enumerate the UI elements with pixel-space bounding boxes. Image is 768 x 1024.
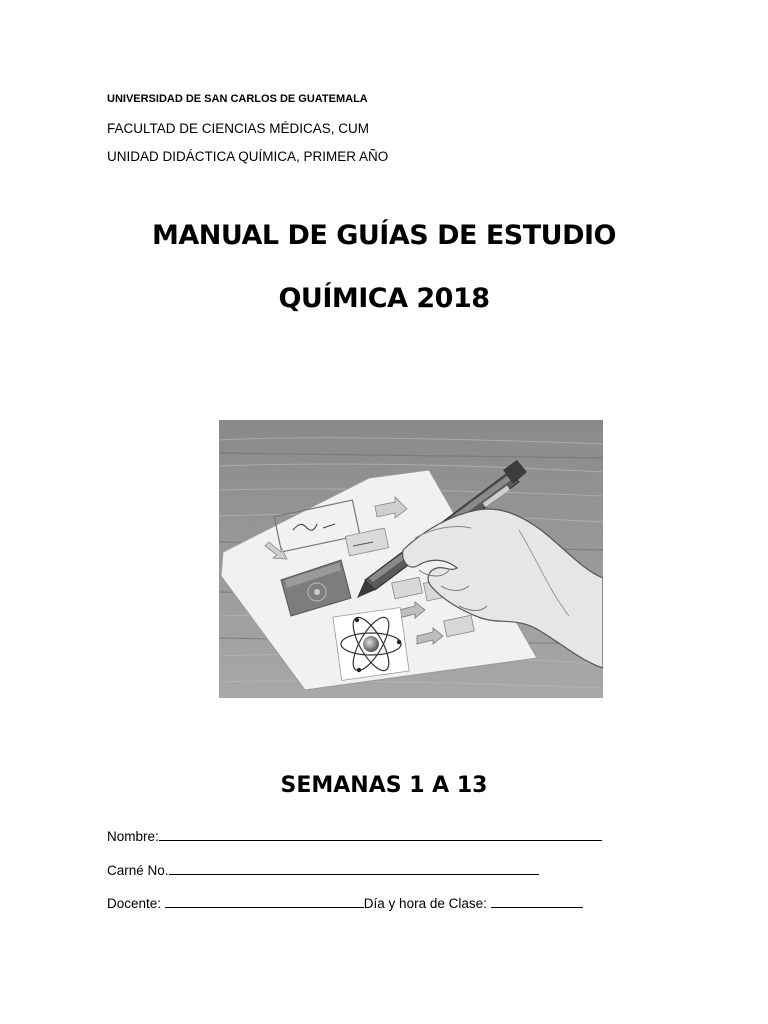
carne-label: Carné No.	[107, 863, 169, 878]
weeks-range: SEMANAS 1 A 13	[280, 773, 488, 798]
carne-field[interactable]	[107, 862, 539, 878]
carne-input-line[interactable]	[169, 862, 539, 875]
university-name: UNIVERSIDAD DE SAN CARLOS DE GUATEMALA	[107, 93, 368, 105]
hand-writing-chemistry-worksheet-illustration	[219, 420, 603, 698]
docente-label: Docente:	[107, 896, 165, 911]
class-time-label: Día y hora de Clase:	[363, 896, 491, 911]
docente-field[interactable]	[107, 895, 583, 911]
name-input-line[interactable]	[159, 828, 602, 841]
class-time-input-line[interactable]	[491, 895, 583, 908]
manual-title: MANUAL DE GUÍAS DE ESTUDIO	[152, 220, 616, 251]
faculty-name: FACULTAD DE CIENCIAS MÉDICAS, CUM	[107, 121, 370, 136]
name-field[interactable]	[107, 828, 602, 844]
unit-name: UNIDAD DIDÁCTICA QUÍMICA, PRIMER AÑO	[107, 149, 389, 164]
name-label: Nombre:	[107, 829, 159, 844]
subject-year-title: QUÍMICA 2018	[278, 283, 490, 314]
docente-input-line[interactable]	[165, 895, 364, 908]
